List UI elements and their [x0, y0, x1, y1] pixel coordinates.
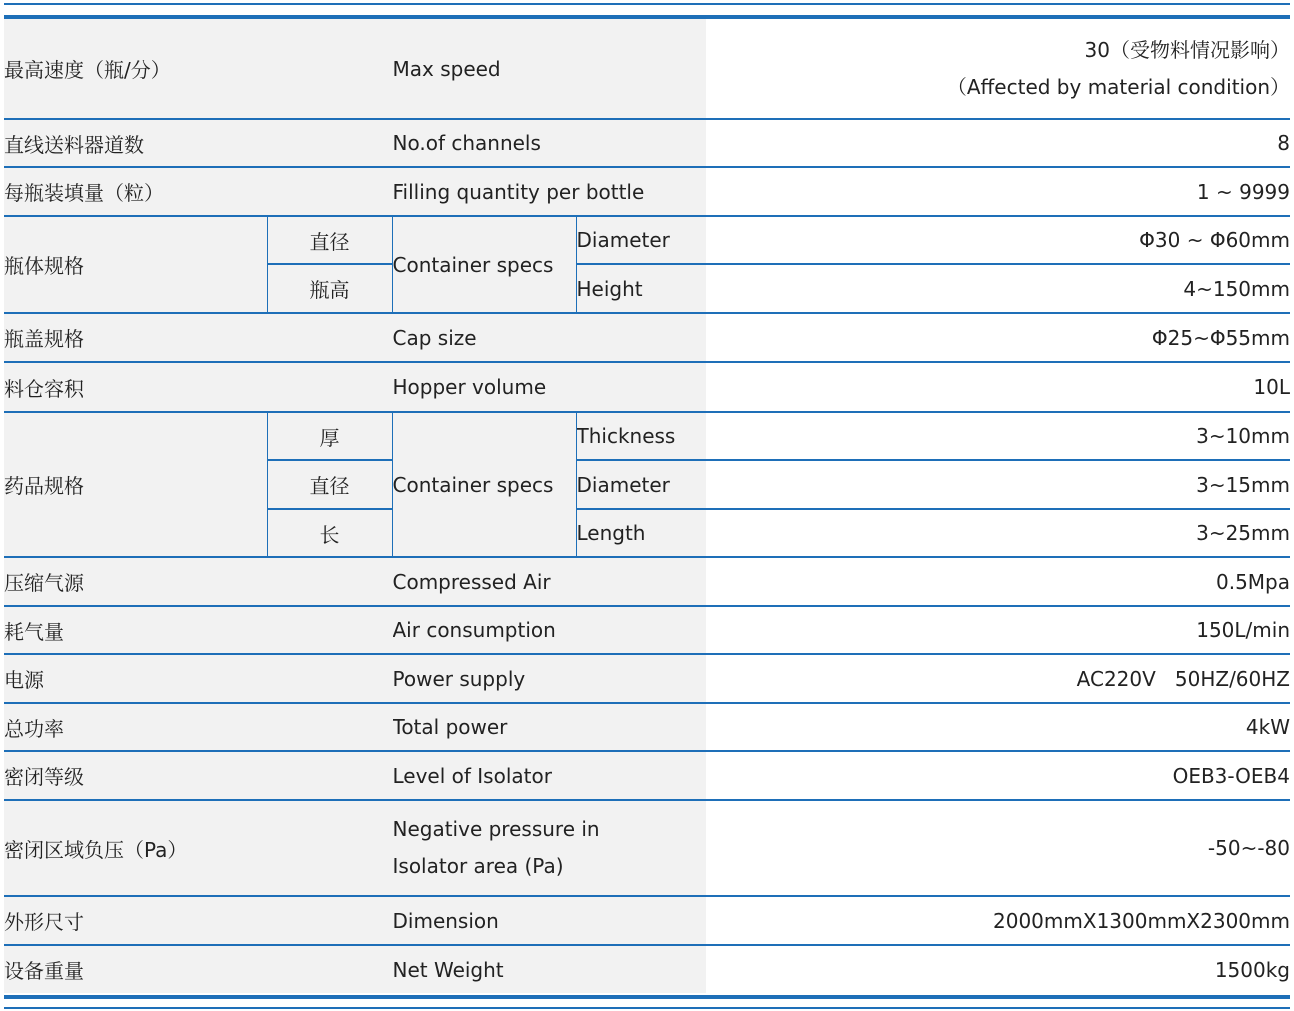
table-row — [4, 557, 1290, 606]
row-label-en: Hopper volume — [392, 362, 706, 412]
table-row — [4, 119, 1290, 167]
table-row — [4, 896, 1290, 945]
sub-label-en: Thickness — [576, 412, 706, 460]
row-label-cn: 密闭等级 — [4, 751, 392, 800]
table-row — [4, 606, 1290, 654]
table-row — [4, 167, 1290, 216]
sub-label-cn: 厚 — [267, 412, 392, 460]
row-label-cn: 最高速度（瓶/分） — [4, 19, 392, 119]
row-value: Φ30 ~ Φ60mm — [706, 216, 1290, 264]
row-label-cn: 药品规格 — [4, 412, 267, 557]
row-label-cn: 耗气量 — [4, 606, 392, 654]
row-label-en: Filling quantity per bottle — [392, 167, 706, 216]
row-value: 0.5Mpa — [706, 557, 1290, 606]
row-label-en: Total power — [392, 703, 706, 751]
row-value: 10L — [706, 362, 1290, 412]
row-value: 4~150mm — [706, 264, 1290, 313]
table-row — [4, 945, 1290, 993]
label-line: Isolator area (Pa) — [392, 854, 564, 878]
row-value: Φ25~Φ55mm — [706, 313, 1290, 362]
value-line: （Affected by material condition） — [946, 74, 1290, 99]
sub-label-cn: 瓶高 — [267, 264, 392, 313]
table-row — [4, 412, 1290, 460]
top-rule — [4, 3, 1290, 5]
row-label-cn: 瓶体规格 — [4, 216, 267, 313]
row-label-cn: 直线送料器道数 — [4, 119, 392, 167]
table-row — [4, 313, 1290, 362]
row-label-en: No.of channels — [392, 119, 706, 167]
row-label-en: Dimension — [392, 896, 706, 945]
row-value: 3~10mm — [706, 412, 1290, 460]
row-label-cn: 设备重量 — [4, 945, 392, 993]
row-label-en: Max speed — [392, 19, 706, 119]
row-label-cn: 外形尺寸 — [4, 896, 392, 945]
row-value: 3~25mm — [706, 509, 1290, 557]
row-label-en: Compressed Air — [392, 557, 706, 606]
label-line: Negative pressure in — [392, 817, 600, 841]
row-value: AC220V 50HZ/60HZ — [706, 654, 1290, 703]
table-row — [4, 19, 1290, 119]
table-row — [4, 362, 1290, 412]
row-label-cn: 每瓶装填量（粒） — [4, 167, 392, 216]
table-row — [4, 703, 1290, 751]
table-row — [4, 800, 1290, 896]
sub-label-cn: 直径 — [267, 216, 392, 264]
table-row — [4, 654, 1290, 703]
row-value: 1500kg — [706, 945, 1290, 993]
row-label-en: Cap size — [392, 313, 706, 362]
bottom-rule — [4, 1007, 1290, 1009]
row-label-en: Air consumption — [392, 606, 706, 654]
table-row — [4, 751, 1290, 800]
sub-label-cn: 长 — [267, 509, 392, 557]
value-line: 30（受物料情况影响） — [1084, 37, 1290, 62]
row-label-en: Power supply — [392, 654, 706, 703]
row-value: 8 — [706, 119, 1290, 167]
row-label-en — [392, 800, 706, 896]
sub-label-en: Diameter — [576, 216, 706, 264]
row-value: -50~-80 — [706, 800, 1290, 896]
row-label-cn: 总功率 — [4, 703, 392, 751]
row-value: 3~15mm — [706, 460, 1290, 509]
row-label-cn: 料仓容积 — [4, 362, 392, 412]
row-label-cn: 密闭区域负压（Pa） — [4, 800, 392, 896]
row-label-cn: 压缩气源 — [4, 557, 392, 606]
sub-label-en: Length — [576, 509, 706, 557]
row-label-cn: 电源 — [4, 654, 392, 703]
row-label-en: Container specs — [392, 216, 576, 313]
sub-label-en: Diameter — [576, 460, 706, 509]
row-value: 150L/min — [706, 606, 1290, 654]
row-value: 2000mmX1300mmX2300mm — [706, 896, 1290, 945]
row-label-en: Container specs — [392, 412, 576, 557]
row-label-cn: 瓶盖规格 — [4, 313, 392, 362]
sub-label-cn: 直径 — [267, 460, 392, 509]
row-value: OEB3-OEB4 — [706, 751, 1290, 800]
row-label-en: Level of Isolator — [392, 751, 706, 800]
row-label-en: Net Weight — [392, 945, 706, 993]
row-value: 1 ~ 9999 — [706, 167, 1290, 216]
row-value — [706, 19, 1290, 119]
sub-label-en: Height — [576, 264, 706, 313]
row-value: 4kW — [706, 703, 1290, 751]
table-row — [4, 216, 1290, 264]
footer-rule — [4, 995, 1290, 999]
spec-table — [4, 19, 1290, 993]
